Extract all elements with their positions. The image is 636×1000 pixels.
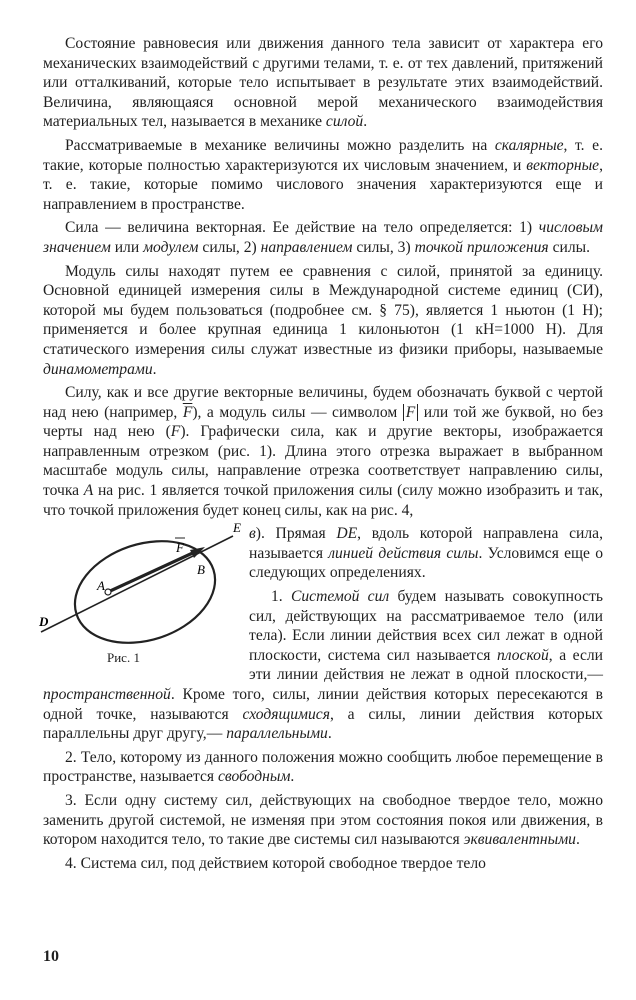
label-B: B: [197, 562, 205, 578]
text-page: [39, 34, 604, 877]
paragraph-3: Сила — величина векторная. Ее действие на тело определяется: 1) числовым значением или модулем силы, 2) направлением силы, 3) точкой приложения силы.: [43, 219, 604, 256]
figure-caption: Рис. 1: [107, 650, 140, 666]
body-outline: [62, 524, 229, 660]
paragraph-1: Состояние равновесия или движения данного тела зависит от характера его механических взаимодействий с другими телами, т. е. от тех давлений, притяжений или отталкиваний, которые тело испытывает в результате этих взаимодействий. Величина, являющаяся основной мерой механического взаимодействия материальных тел, называется в механике силой.: [43, 35, 603, 131]
label-E: E: [233, 522, 241, 536]
force-diagram: [37, 522, 247, 672]
paragraph-7: 2. Тело, которому из данного положения можно сообщить любое перемещение в пространстве, называется свободным.: [43, 748, 603, 786]
label-F: F: [176, 540, 184, 556]
paragraph-5: Силу, как и все другие векторные величины, будем обозначать буквой с чертой над нею (например, $\overline{F}$), а модуль силы — символом F или той же буквой, но без черты над нею (F). Графически сила, как и другие векторы, изображается направленным отрезком (рис. 1). Длина этого отрезка выражает в выбранном масштабе модуль силы, направление отрезка соответствует направлению силы, точка A на рис. 1 является точкой приложения силы (силу можно изобразить и так, что точкой приложения будет конец силы, как на рис. 4,: [43, 384, 604, 519]
label-A: A: [97, 578, 105, 594]
figure-1: [39, 522, 243, 672]
page-number: 10: [43, 948, 59, 965]
paragraph-5-cont: в). Прямая DE, вдоль которой направлена сила, называется линией действия силы. Условимся еще о следующих определениях.: [249, 525, 603, 582]
line-of-action: [41, 536, 233, 632]
label-D: D: [39, 614, 49, 630]
force-vector: [108, 551, 197, 592]
paragraph-6: 1. Системой сил будем называть совокупность сил, действующих на рассматриваемое тело (или тела). Если линии действия всех сил лежат в одной плоскости, система сил называется плоской, а если эти линии действия не лежат в одной плоскости,— пространственной. Кроме того, силы, линии действия которых пересекаются в одной точке, называются сходящимися, а силы, линии действия которых параллельны друг другу,— параллельными.: [43, 588, 604, 743]
paragraph-4: Модуль силы находят путем ее сравнения с силой, принятой за единицу. Основной единицей измерения силы в Международной системе единиц (СИ), которой мы будем пользоваться (подробнее см. § 75), является 1 ньютон (1 Н); применяется и более крупная единица 1 килоньютон (1 кН=1000 Н). Для статического измерения силы служат известные из физики приборы, называемые динамометрами.: [43, 262, 603, 378]
paragraph-8: 3. Если одну систему сил, действующих на свободное твердое тело, можно заменить другой системой, не изменяя при этом состояния покоя или движения, в котором находится тело, то такие две системы сил называются эквивалентными.: [43, 791, 603, 849]
paragraph-9: 4. Система сил, под действием которой свободное твердое тело: [65, 854, 486, 872]
application-point: [105, 589, 111, 595]
paragraph-2: Рассматриваемые в механике величины можно разделить на скалярные, т. е. такие, которые полностью характеризуются их числовым значением, и векторные, т. е. такие, которые помимо числового значения характеризуются еще и направлением в пространстве.: [43, 136, 603, 213]
